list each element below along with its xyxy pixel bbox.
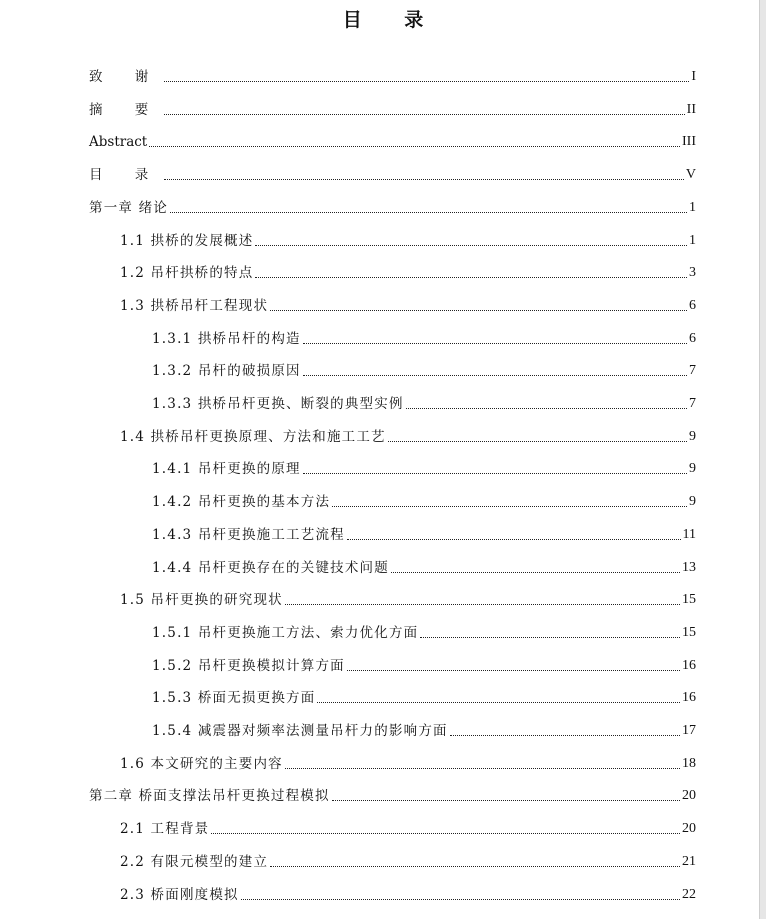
toc-entry[interactable] bbox=[152, 358, 696, 380]
toc-entry-label: 2.1 工程背景 bbox=[120, 821, 210, 838]
toc-entry-page: 16 bbox=[682, 690, 696, 706]
toc-entry-page: 7 bbox=[689, 396, 696, 411]
toc-entry-page: 1 bbox=[689, 232, 696, 248]
toc-leader-dots bbox=[391, 572, 680, 573]
toc-entry[interactable] bbox=[120, 228, 696, 250]
toc-entry[interactable] bbox=[120, 882, 696, 904]
toc-entry[interactable] bbox=[152, 620, 696, 642]
page-edge bbox=[759, 0, 766, 919]
toc-entry[interactable] bbox=[152, 522, 696, 544]
toc-entry-page: 15 bbox=[682, 624, 696, 640]
toc-entry[interactable] bbox=[120, 260, 696, 282]
toc-leader-dots bbox=[450, 735, 680, 736]
toc-entry[interactable] bbox=[152, 653, 696, 675]
toc-entry-page: 22 bbox=[682, 886, 696, 902]
toc-entry-page: 9 bbox=[689, 461, 696, 477]
toc-leader-dots bbox=[347, 670, 680, 671]
toc-entry[interactable] bbox=[152, 685, 696, 707]
toc-leader-dots bbox=[211, 833, 680, 834]
toc-leader-dots bbox=[255, 277, 687, 278]
toc-entry-label: 1.3.2 吊杆的破损原因 bbox=[152, 363, 301, 380]
toc-leader-dots bbox=[332, 800, 680, 801]
toc-entry-page: 16 bbox=[682, 657, 696, 673]
toc-leader-dots bbox=[149, 146, 680, 147]
toc-entry-label: 1.3.3 拱桥吊杆更换、断裂的典型实例 bbox=[152, 396, 404, 412]
toc-entry[interactable] bbox=[89, 783, 696, 805]
toc-entry-label: 1.5.2 吊杆更换模拟计算方面 bbox=[152, 657, 345, 674]
toc-entry-label: 1.6 本文研究的主要内容 bbox=[120, 755, 283, 772]
toc-entry[interactable] bbox=[120, 424, 696, 446]
toc-leader-dots bbox=[285, 768, 680, 769]
toc-leader-dots bbox=[241, 899, 680, 900]
toc-entry-page: 7 bbox=[689, 363, 696, 379]
toc-entry-label: 第一章 绪论 bbox=[89, 199, 168, 216]
toc-entry-page: 6 bbox=[689, 330, 696, 346]
toc-entry-page: 11 bbox=[682, 526, 696, 542]
toc-entry[interactable] bbox=[152, 718, 696, 740]
toc-entry-page: 9 bbox=[689, 428, 696, 444]
toc-entry[interactable] bbox=[120, 587, 696, 609]
toc-entry-label: 1.3.1 拱桥吊杆的构造 bbox=[152, 330, 301, 347]
toc-entry[interactable] bbox=[120, 293, 696, 315]
toc-entry[interactable] bbox=[152, 326, 696, 348]
toc-entry-page: 17 bbox=[682, 723, 696, 738]
toc-entry-label: 1.5.4 减震器对频率法测量吊杆力的影响方面 bbox=[152, 723, 448, 739]
toc-entry-page: V bbox=[685, 167, 696, 183]
toc-leader-dots bbox=[255, 245, 687, 246]
toc-entry-page: III bbox=[682, 134, 696, 150]
toc-entry-label: 1.5 吊杆更换的研究现状 bbox=[120, 592, 283, 609]
toc-leader-dots bbox=[303, 343, 687, 344]
toc-entry-label: 摘 要 bbox=[89, 101, 163, 118]
toc-entry-label: 1.3 拱桥吊杆工程现状 bbox=[120, 297, 269, 314]
toc-entry-page: 6 bbox=[689, 297, 696, 313]
page-title: 目 录 bbox=[342, 9, 442, 31]
toc-entry-page: 1 bbox=[689, 199, 696, 215]
toc-entry-page: 20 bbox=[682, 788, 696, 804]
toc-leader-dots bbox=[406, 408, 687, 409]
toc-leader-dots bbox=[164, 179, 684, 180]
toc-entry[interactable] bbox=[120, 751, 696, 773]
toc-entry-page: I bbox=[691, 69, 696, 84]
toc-entry[interactable] bbox=[120, 816, 696, 838]
toc-entry-label: 1.2 吊杆拱桥的特点 bbox=[120, 265, 254, 282]
toc-entry-label: 目 录 bbox=[89, 167, 163, 184]
toc-entry-page: 21 bbox=[682, 853, 696, 869]
toc-entry[interactable] bbox=[89, 97, 696, 119]
toc-entry-page: 9 bbox=[689, 494, 696, 510]
toc-leader-dots bbox=[164, 114, 684, 115]
toc-entry[interactable] bbox=[120, 849, 696, 871]
toc-entry-page: 3 bbox=[689, 265, 696, 281]
toc-entry-label: 1.5.1 吊杆更换施工方法、索力优化方面 bbox=[152, 624, 419, 641]
toc-entry[interactable] bbox=[152, 391, 696, 413]
toc-leader-dots bbox=[388, 441, 687, 442]
toc-leader-dots bbox=[420, 637, 680, 638]
toc-leader-dots bbox=[164, 81, 689, 82]
toc-entry[interactable] bbox=[152, 489, 696, 511]
toc-leader-dots bbox=[285, 604, 680, 605]
toc-entry-label: 致 谢 bbox=[89, 69, 163, 85]
toc-leader-dots bbox=[317, 702, 680, 703]
toc-entry[interactable] bbox=[89, 129, 696, 151]
toc-leader-dots bbox=[270, 866, 680, 867]
toc-entry-label: 2.2 有限元模型的建立 bbox=[120, 853, 269, 870]
toc-entry[interactable] bbox=[152, 555, 696, 577]
toc-leader-dots bbox=[270, 310, 687, 311]
toc-entry-label: 1.4 拱桥吊杆更换原理、方法和施工工艺 bbox=[120, 428, 386, 445]
toc-entry-label: 1.4.2 吊杆更换的基本方法 bbox=[152, 494, 331, 511]
toc-entry[interactable] bbox=[89, 64, 696, 86]
toc-leader-dots bbox=[303, 473, 687, 474]
toc-entry-label: 2.3 桥面刚度模拟 bbox=[120, 886, 239, 903]
toc-entry-page: 15 bbox=[682, 592, 696, 608]
toc-entry-label: 第二章 桥面支撑法吊杆更换过程模拟 bbox=[89, 788, 330, 805]
toc-entry[interactable] bbox=[152, 456, 696, 478]
toc-entry[interactable] bbox=[89, 195, 696, 217]
toc-entry-label: 1.4.3 吊杆更换施工工艺流程 bbox=[152, 526, 345, 543]
toc-entry-label: 1.4.1 吊杆更换的原理 bbox=[152, 461, 301, 478]
toc-entry-label: 1.4.4 吊杆更换存在的关键技术问题 bbox=[152, 559, 389, 576]
toc-entry-label: 1.1 拱桥的发展概述 bbox=[120, 232, 254, 249]
toc-entry-page: 20 bbox=[682, 821, 696, 837]
toc-entry-label: 1.5.3 桥面无损更换方面 bbox=[152, 690, 316, 707]
toc-entry[interactable] bbox=[89, 162, 696, 184]
toc-entry-page: 13 bbox=[682, 559, 696, 575]
toc-entry-page: II bbox=[686, 101, 696, 117]
toc-leader-dots bbox=[303, 375, 687, 376]
toc-leader-dots bbox=[347, 539, 681, 540]
toc-leader-dots bbox=[170, 212, 687, 213]
toc-entry-label: Abstract bbox=[89, 134, 148, 151]
toc-entry-page: 18 bbox=[682, 755, 696, 771]
toc-leader-dots bbox=[332, 506, 687, 507]
